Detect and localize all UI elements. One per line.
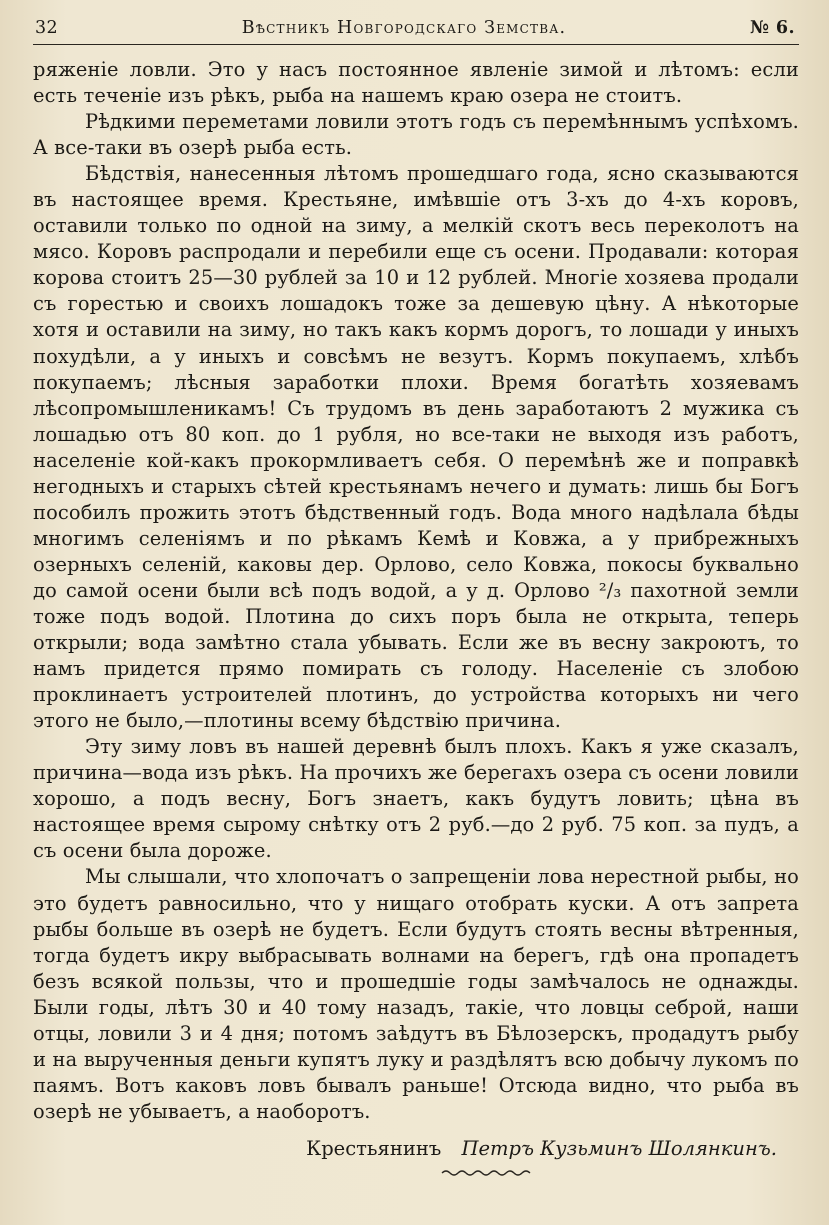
paragraph: Бѣдствія, нанесенныя лѣтомъ прошедшаго года, ясно сказываются въ настоящее время. Крестьяне, имѣвшіе отъ 3-хъ до 4-хъ коровъ, оставили только по одной на зиму, а мелкій скотъ весь переколотъ на мясо. Коровъ распродали и перебили еще съ осени. Продавали: которая корова стоитъ 25—30 рублей за 10 и 12 рублей. Многіе хозяева продали съ горестью и своихъ лошадокъ тоже за дешевую цѣну. А нѣкоторые хотя и оставили на зиму, но такъ какъ кормъ дорогъ, то лошади у иныхъ похудѣли, а у иныхъ и совсѣмъ не везутъ. Кормъ покупаемъ, хлѣбъ покупаемъ; лѣсныя заработки плохи. Время богатѣть хозяевамъ лѣсопромышленикамъ! Съ трудомъ въ день заработаютъ 2 мужика съ лошадью отъ 80 коп. до 1 рубля, но все-таки не выходя изъ работъ, населеніе кой-какъ прокормливаетъ себя. О перемѣнѣ же и поправкѣ негодныхъ и старыхъ сѣтей крестьянамъ нечего и думать: лишь бы Богъ пособилъ прожить этотъ бѣдственный годъ. Вода много надѣлала бѣды многимъ селеніямъ и по рѣкамъ Кемѣ и Ковжа, а у прибрежныхъ озерныхъ селеній, каковы дер. Орлово, село Ковжа, покосы буквально до самой осени были всѣ подъ водой, а у д. Орлово ²/₃ пахотной земли тоже подъ водой. Плотина до сихъ поръ была не открыта, теперь открыли; вода замѣтно стала убывать. Если же въ весну закроютъ, то намъ придется прямо помирать съ голоду. Населеніе съ злобою проклинаетъ устроителей плотинъ, до устройства которыхъ ни чего этого не было,—плотины всему бѣдствію причина.: [33, 162, 799, 733]
paragraph: ряженіе ловли. Это у насъ постоянное явленіе зимой и лѣтомъ: если есть теченіе изъ рѣкъ, рыба на нашемъ краю озера не стоитъ.: [33, 58, 799, 108]
page-header: [33, 18, 799, 45]
paragraph: Мы слышали, что хлопочатъ о запрещеніи лова нерестной рыбы, но это будетъ равносильно, что у нищаго отобрать куски. А отъ запрета рыбы больше въ озерѣ не будетъ. Если будутъ стоять весны вѣтренныя, тогда будетъ икру выбрасывать волнами на берегъ, гдѣ она пропадетъ безъ всякой пользы, что и прошедшіе годы замѣчалось не однажды. Были годы, лѣтъ 30 и 40 тому назадъ, такіе, что ловцы себрой, наши отцы, ловили 3 и 4 дня; потомъ заѣдутъ въ Бѣлозерскъ, продадутъ рыбу и на вырученныя деньги купятъ луку и раздѣлятъ всю добычу лукомъ по паямъ. Вотъ каковъ ловъ бывалъ раньше! Отсюда видно, что рыба въ озерѣ не убываетъ, а наоборотъ.: [33, 865, 799, 1123]
signature-title: Крестьянинъ: [306, 1136, 442, 1160]
paragraph: Эту зиму ловъ въ нашей деревнѣ былъ плохъ. Какъ я уже сказалъ, причина—вода изъ рѣкъ. На прочихъ же берегахъ озера съ осени ловили хорошо, а подъ весну, Богъ знаетъ, какъ будутъ ловить; цѣна въ настоящее время сырому снѣтку отъ 2 руб.—до 2 руб. 75 коп. за пудъ, а съ осени была дороже.: [33, 735, 799, 863]
ornament-divider-icon: [33, 1168, 799, 1178]
article-body: [33, 57, 799, 1125]
signature-name: Петръ Кузьминъ Шолянкинъ.: [461, 1136, 777, 1160]
page-number: 32: [35, 18, 59, 38]
issue-number: № 6.: [750, 18, 795, 38]
journal-title: Вѣстникъ Новгородскаго Земства.: [241, 18, 567, 38]
paragraph: Рѣдкими переметами ловили этотъ годъ съ перемѣннымъ успѣхомъ. А все-таки въ озерѣ рыба есть.: [33, 110, 799, 160]
signature: [33, 1137, 799, 1160]
